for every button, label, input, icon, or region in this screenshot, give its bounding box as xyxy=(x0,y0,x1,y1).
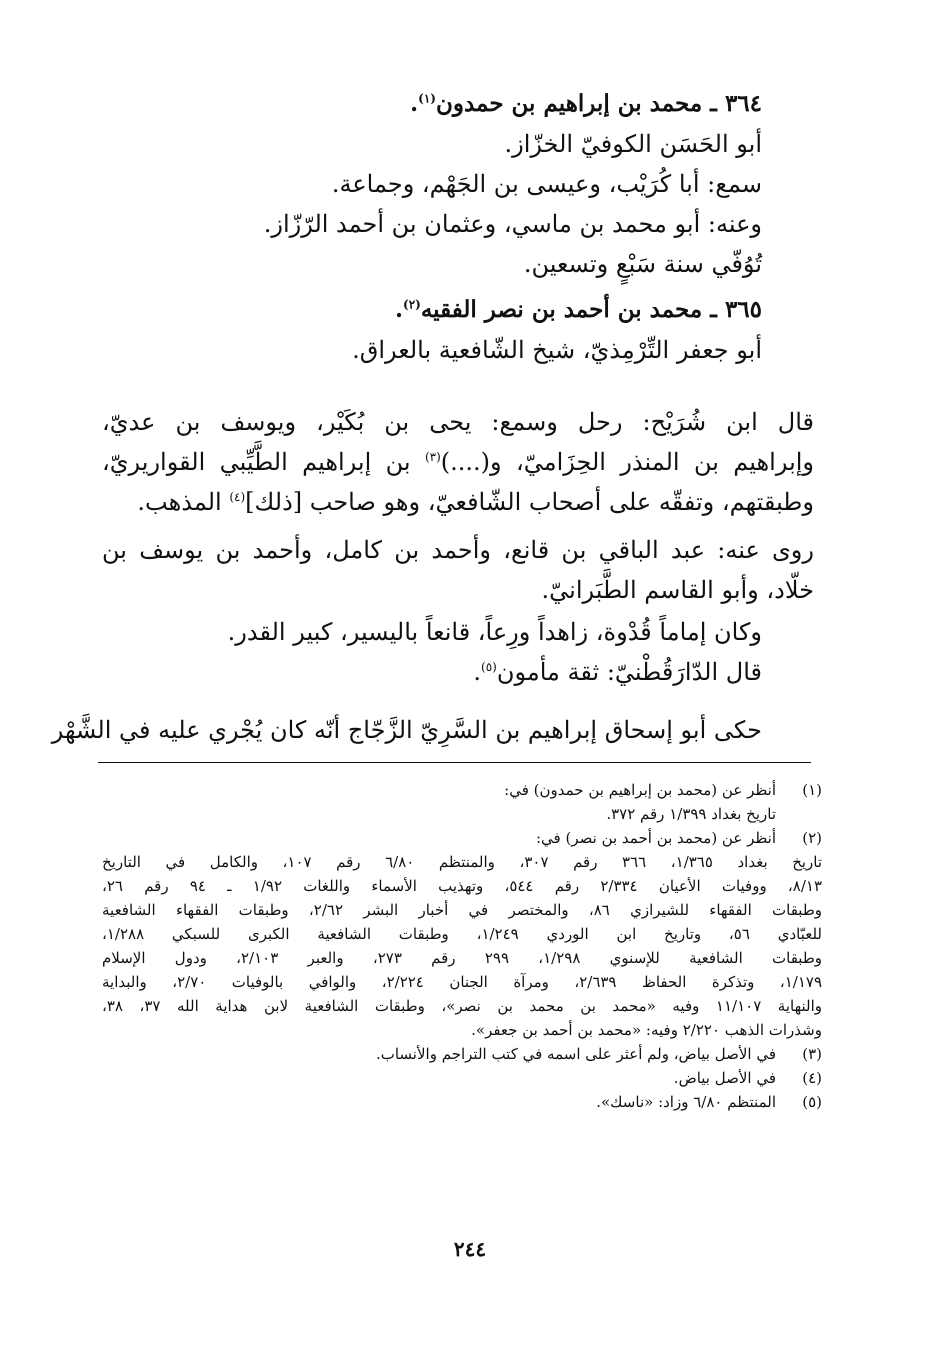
footnote-line: وطبقات الفقهاء للشيرازي ٨٦، والمختصر في أخبار البشر ٢/٦٢، وطبقات الفقهاء الشافعية xyxy=(102,901,823,919)
footnote-number: (١) xyxy=(802,781,822,799)
paragraph-line xyxy=(102,652,762,692)
text-span: بن إبراهيم الطَّيِّبي القواريريّ، xyxy=(102,448,425,476)
paragraph-line: حكى أبو إسحاق إبراهيم بن السَّرِيّ الزَّجّاج أنّه كان يُجْري عليه في الشَّهْر xyxy=(51,716,762,744)
entry-364-line-4: تُوُفّي سنة سَبْعٍ وتسعين. xyxy=(523,250,762,278)
paragraph-ibn-shurayh xyxy=(102,402,814,522)
footnote-2-continued xyxy=(102,850,822,1042)
footnote-number: (٥) xyxy=(802,1093,822,1111)
entry-364-line-2: سمع: أبا كُرَيْب، وعيسى بن الجَهْم، وجماعة. xyxy=(331,170,762,198)
footnote-body xyxy=(102,850,822,1042)
footnote-divider xyxy=(98,762,811,763)
paragraph-line xyxy=(102,482,814,522)
footnote-line: تاريخ بغداد ١/٣٦٥، ٣٦٦ رقم ٣٠٧، والمنتظم ٦/٨٠ رقم ١٠٧، والكامل في التاريخ xyxy=(102,853,823,871)
footnote-line: وشذرات الذهب ٢/٢٢٠ وفيه: «محمد بن أحمد بن جعفر». xyxy=(471,1021,822,1039)
footnote-line: في الأصل بياض. xyxy=(673,1069,776,1087)
footnote-ref-1: (١) xyxy=(418,91,436,106)
footnote-line: تاريخ بغداد ١/٣٩٩ رقم ٣٧٢. xyxy=(606,805,776,823)
footnote-line: في الأصل بياض، ولم أعثر على اسمه في كتب التراجم والأنساب. xyxy=(375,1045,776,1063)
paragraph-line: قال ابن شُرَيْح: رحل وسمع: يحى بن بُكَيْر، ويوسف بن عديّ، xyxy=(102,408,814,436)
entry-heading-text: ٣٦٥ ـ محمد بن أحمد بن نصر الفقيه xyxy=(420,296,762,323)
footnote-ref-3: (٣) xyxy=(424,450,441,464)
footnote-line: والنهاية ١١/١٠٧ وفيه «محمد بن محمد بن نصر»، وطبقات الشافعية لابن هداية الله ٣٧، ٣٨، xyxy=(102,997,823,1015)
footnote-line: أنظر عن (محمد بن إبراهيم بن حمدون) في: xyxy=(504,781,776,799)
page-number: ٢٤٤ xyxy=(453,1237,487,1261)
entry-heading-365: ٣٦٥ ـ محمد بن أحمد بن نصر الفقيه$^{(٢)}$. xyxy=(394,296,762,323)
footnote-number: (٤) xyxy=(802,1069,822,1087)
text-span: . xyxy=(473,658,481,686)
text-span: المذهب. xyxy=(137,488,230,516)
footnote-body xyxy=(102,778,776,826)
paragraph-narrators xyxy=(102,530,814,610)
footnote-line: أنظر عن (محمد بن أحمد بن نصر) في: xyxy=(536,829,776,847)
footnote-number: (٣) xyxy=(802,1045,822,1063)
entry-365-line-1: أبو جعفر التِّرْمِذيّ، شيخ الشّافعية بالعراق. xyxy=(352,336,762,364)
footnote-3 xyxy=(102,1042,822,1066)
footnotes xyxy=(102,778,822,1114)
footnote-5 xyxy=(102,1090,822,1114)
entry-heading-364: ٣٦٤ ـ محمد بن إبراهيم بن حمدون$^{(١)}$. xyxy=(410,90,762,117)
paragraph-line: روى عنه: عبد الباقي بن قانع، وأحمد بن كامل، وأحمد بن يوسف بن xyxy=(102,536,814,564)
text-span: قال الدّارَقُطْنيّ: ثقة مأمون xyxy=(496,658,762,686)
footnote-line: وطبقات الشافعية للإسنوي ١/٢٩٨، ٢٩٩ رقم ٢٧٣، والعبر ٢/١٠٣، ودول الإسلام xyxy=(102,949,822,967)
footnote-body xyxy=(102,1042,776,1066)
text-span: وإبراهيم بن المنذر الحِزَاميّ، و(....) xyxy=(440,448,814,476)
text-span: وطبقتهم، وتفقّه على أصحاب الشّافعيّ، وهو صاحب [ذلك] xyxy=(245,488,814,516)
footnote-line: للعبّادي ٥٦، وتاريخ ابن الوردي ١/٢٤٩، وطبقات الشافعية الكبرى للسبكي ١/٢٨٨، xyxy=(102,925,822,943)
paragraph-line: وكان إماماً قُدْوة، زاهداً ورِعاً، قانعاً باليسير، كبير القدر. xyxy=(227,618,762,646)
footnote-number: (٢) xyxy=(802,829,822,847)
footnote-body xyxy=(102,826,776,850)
footnote-ref-2: (٢) xyxy=(403,297,421,312)
main-text-lower xyxy=(51,612,762,750)
entry-364-line-1: أبو الحَسَن الكوفيّ الخزّاز. xyxy=(504,130,762,158)
footnote-line: ٨/١٣، ووفيات الأعيان ٢/٣٣٤ رقم ٥٤٤، وتهذيب الأسماء واللغات ١/٩٢ ـ ٩٤ رقم ٢٦، xyxy=(102,877,823,895)
footnote-1 xyxy=(102,778,822,826)
footnote-4 xyxy=(102,1066,822,1090)
footnote-line: ١/١٧٩، وتذكرة الحفاظ ٢/٦٣٩، ومرآة الجنان ٢/٢٢٤، والوافي بالوفيات ٢/٧٠، والبداية xyxy=(102,973,823,991)
footnote-2 xyxy=(102,826,822,850)
paragraph-line xyxy=(102,442,814,482)
footnote-body xyxy=(102,1066,776,1090)
footnote-ref-4: (٤) xyxy=(229,490,246,504)
footnote-line: المنتظم ٦/٨٠ وزاد: «ناسك». xyxy=(596,1093,776,1111)
entry-heading-text: ٣٦٤ ـ محمد بن إبراهيم بن حمدون xyxy=(435,90,762,117)
entry-364-line-3: وعنه: أبو محمد بن ماسي، وعثمان بن أحمد الرّزّاز. xyxy=(263,210,762,238)
paragraph-line: خلّاد، وأبو القاسم الطَّبَرانيّ. xyxy=(541,576,814,604)
footnote-body xyxy=(102,1090,776,1114)
main-text xyxy=(102,84,762,370)
footnote-ref-5: (٥) xyxy=(481,660,497,674)
